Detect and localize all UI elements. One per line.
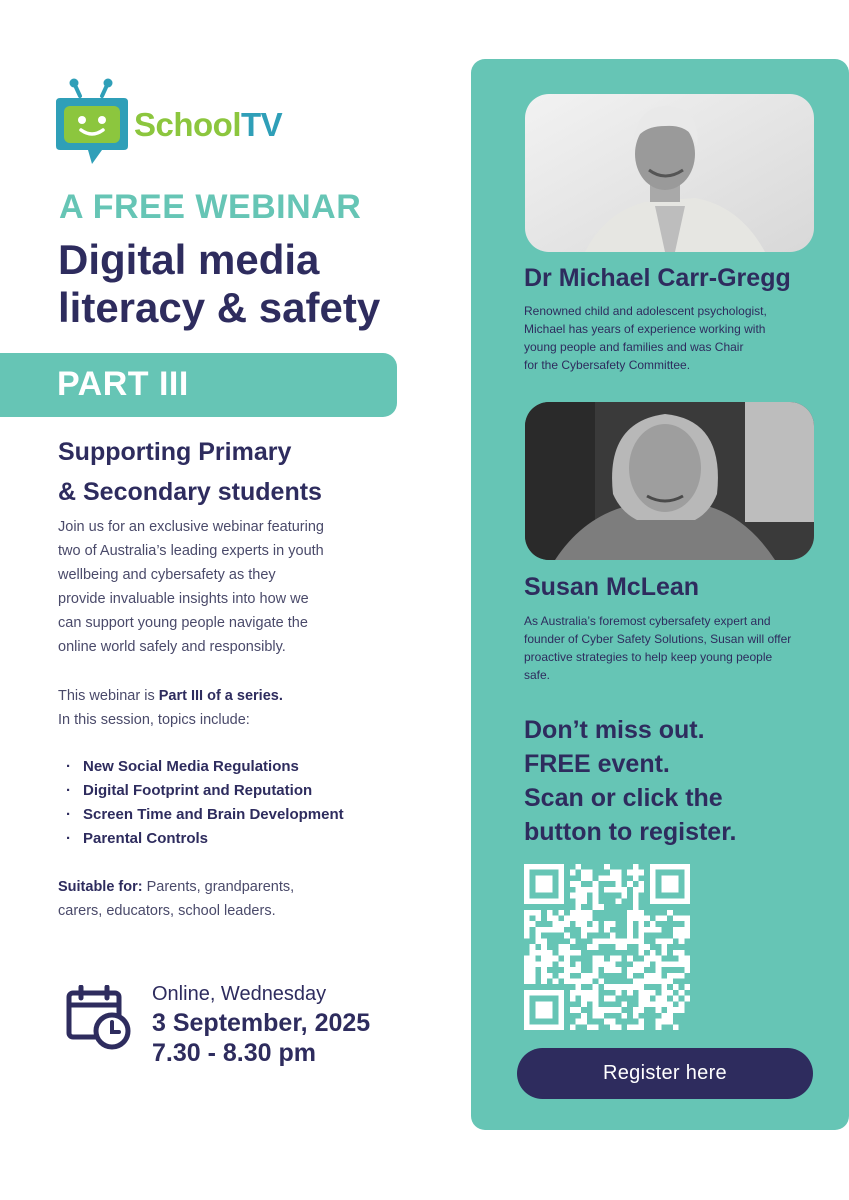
bio-line: Renowned child and adolescent psychologist, [524,304,767,318]
series-note [58,684,378,732]
event-location-day: Online, Wednesday [152,983,327,1005]
speaker-bio [524,302,814,374]
intro-line: wellbeing and cybersafety as they [58,567,276,583]
calendar-clock-icon [66,985,132,1051]
speaker-photo-susan [525,402,814,560]
logo-school: School [134,106,242,143]
intro-line: online world safely and responsibly. [58,639,286,655]
call-to-action [524,713,814,849]
part-label: PART III [57,365,189,403]
cta-line: button to register. [524,818,737,846]
speaker-bio [524,612,814,684]
list-item: · New Social Media Regulations [66,755,344,779]
bio-line: safe. [524,668,551,682]
series-bold: Part III of a series. [158,688,283,704]
webinar-eyebrow: A FREE WEBINAR [59,188,362,226]
list-item: · Digital Footprint and Reputation [66,779,344,803]
suitable-for [58,875,348,923]
subtitle-line-1: Supporting Primary [58,438,292,466]
subtitle-line-2: & Secondary students [58,478,322,506]
cta-line: FREE event. [524,750,670,778]
list-item: · Parental Controls [66,827,344,851]
schooltv-logo [54,78,304,170]
intro-line: Join us for an exclusive webinar featuring [58,519,324,535]
logo-wordmark [134,108,282,141]
audience-subtitle [58,432,378,512]
speaker-photo-michael [525,94,814,252]
bio-line: young people and families and was Chair [524,340,744,354]
intro-line: two of Australia’s leading experts in youth [58,543,324,559]
bio-line: founder of Cyber Safety Solutions, Susan will offer [524,632,792,646]
title-line-2: literacy & safety [58,284,381,331]
intro-line: provide invaluable insights into how we [58,591,309,607]
topics-list [66,755,344,851]
intro-line: can support young people navigate the [58,615,308,631]
event-time: 7.30 - 8.30 pm [152,1039,316,1067]
bio-line: for the Cybersafety Committee. [524,358,691,372]
cta-line: Don’t miss out. [524,716,705,744]
series-prefix: This webinar is [58,688,159,704]
logo-tv: TV [241,106,283,143]
qr-code-icon[interactable] [524,864,690,1030]
speaker-name: Susan McLean [524,573,700,601]
title-line-1: Digital media [58,236,320,283]
page-title [58,236,418,332]
speaker-name: Dr Michael Carr-Gregg [524,264,791,292]
bio-line: Michael has years of experience working with [524,322,766,336]
event-date: 3 September, 2025 [152,1009,371,1037]
bio-line: As Australia’s foremost cybersafety expert and [524,614,771,628]
tv-mascot-icon [54,78,130,168]
register-button[interactable]: Register here [517,1048,813,1099]
speakers-panel [471,59,849,1130]
intro-paragraph [58,515,378,659]
cta-line: Scan or click the [524,784,723,812]
suitable-text-1: Parents, grandparents, [142,879,295,895]
series-line-2: In this session, topics include: [58,712,250,728]
list-item: · Screen Time and Brain Development [66,803,344,827]
suitable-label: Suitable for: [58,879,143,895]
part-banner [0,353,397,417]
suitable-text-2: carers, educators, school leaders. [58,903,276,919]
bio-line: proactive strategies to help keep young people [524,650,773,664]
